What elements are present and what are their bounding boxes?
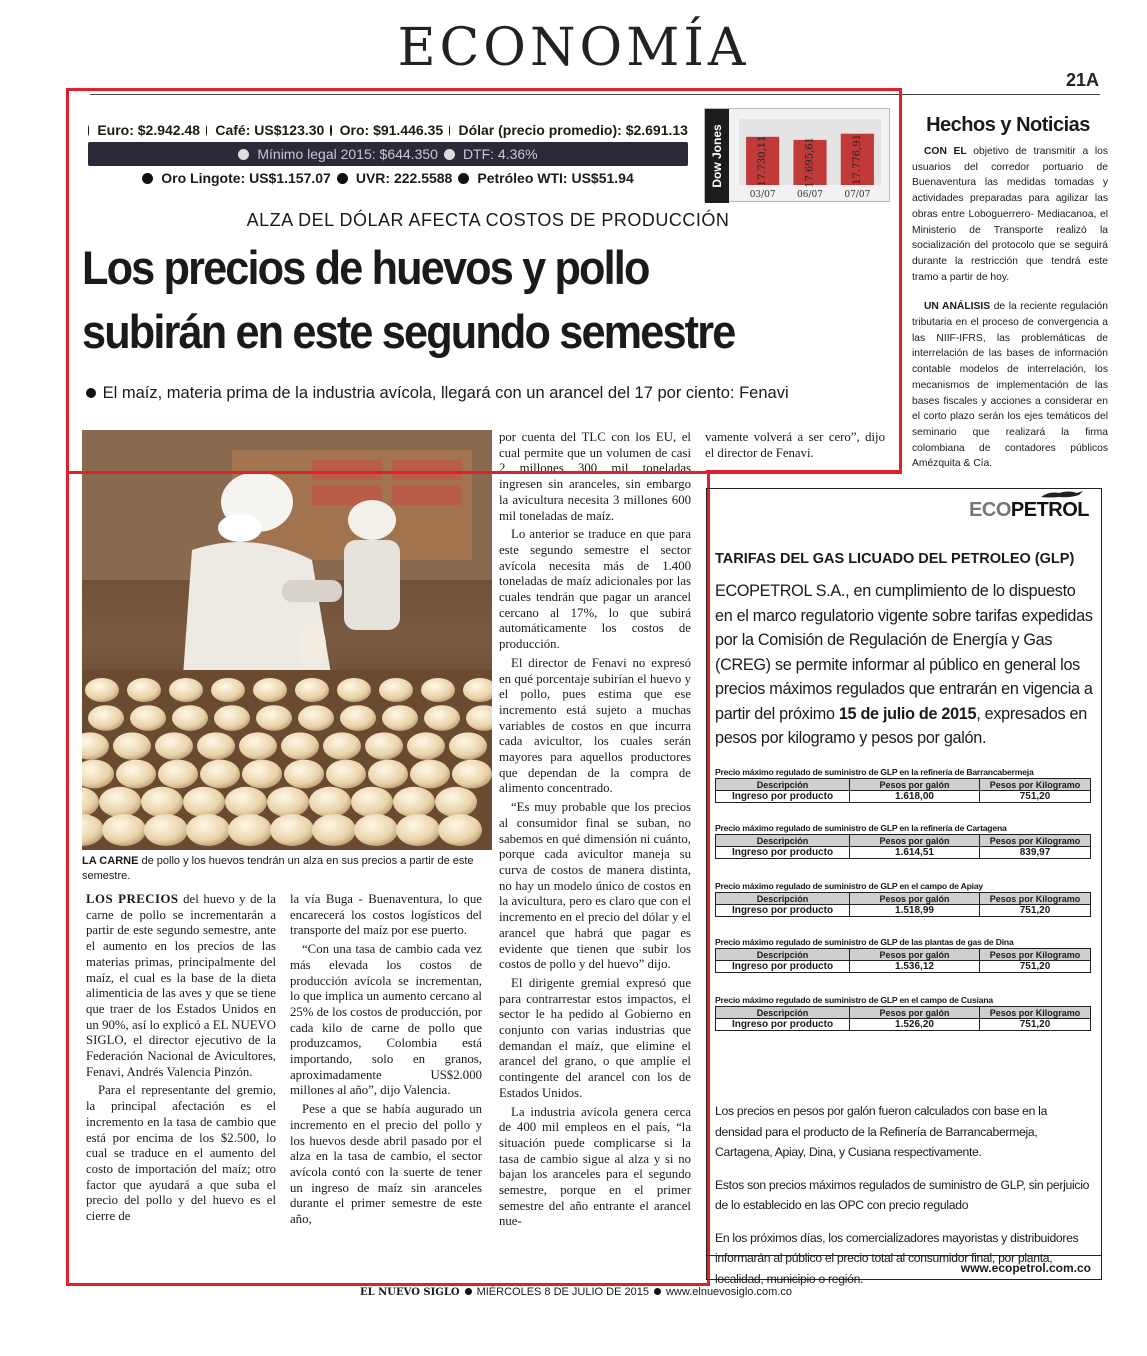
col-header: Pesos por Kilogramo	[980, 893, 1091, 905]
ad-title: TARIFAS DEL GAS LICUADO DEL PETROLEO (GLP)	[715, 551, 1075, 567]
cell-description: Ingreso por producto	[716, 1019, 850, 1031]
price-table-title: Precio máximo regulado de suministro de GLP en el campo de Cusiana	[715, 995, 993, 1005]
chart-tick-label: 07/07	[844, 190, 871, 200]
bullet-icon	[88, 125, 89, 136]
bullet-icon	[444, 149, 455, 160]
col-header: Pesos por galón	[850, 779, 980, 791]
headline-line-2: subirán en este segundo semestre	[82, 305, 735, 358]
paragraph: La industria avícola genera cerca de 400 mil empleos en el país, “la situación puede complicarse si la tasa de cambio sigue al alza y si no bajan los aranceles para el segundo semestre, porque en el primer semestre del año entrante el arancel nue-	[499, 1104, 691, 1229]
bullet-icon	[458, 173, 469, 184]
iguana-icon	[1039, 489, 1085, 499]
chart-data-label: 17.730,11	[757, 135, 769, 187]
col-header: Pesos por galón	[850, 835, 980, 847]
paragraph: Pese a que se había augurado un incremento en el precio del pollo y los huevos desde abril pasado por el alza en la tasa de cambio, el sector avícola contó con la suerte de tener un ingreso de maíz sin aranceles durante el primer semestre de este año,	[290, 1102, 482, 1227]
price-table	[715, 1006, 1091, 1031]
article-column-1	[86, 892, 276, 1228]
article-subhead: El maíz, materia prima de la industria avícola, llegará con un arancel del 17 por ciento: Fenavi	[86, 384, 886, 403]
article-photo	[82, 430, 492, 850]
table-row	[716, 847, 1091, 859]
paragraph: Lo anterior se traduce en que para este segundo semestre el sector avícola necesita más de 1.400 toneladas de maíz adicionales por las cuales tendrán que pagar un arancel cercano al 17%, lo que subirá automáticamente los costos de producción.	[499, 527, 691, 652]
ticker-cafe: Café: US$123.30	[215, 122, 325, 138]
bullet-icon	[465, 1288, 472, 1295]
bullet-icon	[206, 125, 207, 136]
ticker-dolar: Dólar (precio promedio): $2.691.13	[458, 122, 688, 138]
ad-intro: ECOPETROL S.A., en cumplimiento de lo dispuesto en el marco regulatorio vigente sobre tarifas expedidas por la Comisión de Regulación de Energía y Gas (CREG) se permite informar al público en general los precios máximos regulados que entrarán en vigencia a partir del próximo 15 de julio de 2015, expresados en pesos por kilogramo y pesos por galón.	[715, 582, 1093, 747]
market-ticker	[88, 118, 688, 190]
chart-data-label: 17.776,91	[851, 133, 863, 185]
price-table-block	[715, 767, 1095, 803]
bullet-icon	[654, 1288, 661, 1295]
paragraph: LOS PRECIOS del huevo y de la carne de pollo se incrementarán a partir de este segundo semestre, ante el aumento en los precios de las materias primas, principalmente del maíz, el cual es la base de la dieta alimenticia de las aves y que se tiene que traer de los Estados Unidos en un 90%, así lo explicó a EL NUEVO SIGLO, el director ejecutivo de la Federación Nacional de Avicultores, Fenavi, Andrés Valencia Pinzón.	[86, 892, 276, 1079]
footer-site: www.elnuevosiglo.com.co	[665, 1286, 792, 1298]
cell-price-kg: 751,20	[980, 961, 1091, 973]
article-kicker: ALZA DEL DÓLAR AFECTA COSTOS DE PRODUCCIÓN	[246, 210, 730, 230]
ticker-row-3	[88, 166, 688, 190]
col-header: Pesos por Kilogramo	[980, 1007, 1091, 1019]
price-table	[715, 778, 1091, 803]
chart-tick-label: 06/07	[797, 190, 823, 200]
ticker-minimo: Mínimo legal 2015: $644.350	[257, 146, 438, 162]
price-table-block	[715, 823, 1095, 859]
chart-tick-label: 03/07	[749, 190, 776, 200]
cell-price-kg: 751,20	[980, 791, 1091, 803]
price-table	[715, 834, 1091, 859]
paragraph: El director de Fenavi no expresó en qué porcentaje subirían el huevo y el pollo, pues estima que ese incremento está sujeto a muchas variables de costos en que incurra cada avicultor, los cuales serán mayores para aquellos productores que dependan de la compra de alimento concentrado.	[499, 655, 691, 796]
ticker-oro: Oro: $91.446.35	[339, 122, 444, 138]
paragraph: vamente volverá a ser cero”, dijo el director de Fenavi.	[705, 430, 885, 460]
price-table-block	[715, 881, 1095, 917]
price-table	[715, 892, 1091, 917]
cell-price-kg: 751,20	[980, 1019, 1091, 1031]
cell-description: Ingreso por producto	[716, 847, 850, 859]
highlight-frame-join	[706, 470, 902, 473]
col-header: Descripción	[716, 779, 850, 791]
dow-jones-chart	[704, 108, 890, 202]
bullet-icon	[86, 388, 96, 398]
col-header: Pesos por galón	[850, 949, 980, 961]
col-header: Pesos por Kilogramo	[980, 835, 1091, 847]
ad-note: Los precios en pesos por galón fueron calculados con base en la densidad para el producto de la Refinería de Barrancabermeja, Cartagena, Apiay, Dina, y Cusiana respectivamente.	[715, 1104, 1048, 1159]
table-row	[716, 1019, 1091, 1031]
col-header: Descripción	[716, 949, 850, 961]
ticker-euro: Euro: $2.942.48	[97, 122, 201, 138]
paragraph: “Es muy probable que los precios al consumidor final se suban, no sabemos en qué dimensión ni cuánto, porque cada avicultor maneja su curva de costos de manera distinta, no hay un modelo único de costos en la avicultura, pero es claro que con el incremento en el precio del dólar y el arancel que habrá que pagar es evidente que tienen que subir los costos de pollo y del huevo” dijo.	[499, 800, 691, 972]
price-table-title: Precio máximo regulado de suministro de GLP en la refinería de Cartagena	[715, 823, 1007, 833]
col-header: Descripción	[716, 835, 850, 847]
ecopetrol-logo: ECOPETROL	[969, 499, 1089, 522]
chart-title: Dow Jones	[705, 109, 729, 203]
cell-price-gallon: 1.618,00	[850, 791, 980, 803]
ticker-uvr: UVR: 222.5588	[355, 170, 453, 186]
article-headline	[82, 236, 836, 364]
col-header: Pesos por galón	[850, 893, 980, 905]
ad-note: En los próximos días, los comercializadores mayoristas y distribuidores informarán al público el precio total al consumidor final, por planta, localidad, municipio o región.	[715, 1230, 1079, 1286]
price-table-title: Precio máximo regulado de suministro de GLP de las plantas de gas de Dina	[715, 937, 1014, 947]
section-title: ECONOMÍA	[397, 18, 750, 78]
price-table-block	[715, 937, 1095, 973]
ad-url: www.ecopetrol.com.co	[707, 1255, 1101, 1279]
chart-plot	[731, 111, 889, 201]
cell-description: Ingreso por producto	[716, 961, 850, 973]
news-brief-item: CON EL objetivo de transmitir a los usuarios del corredor portuario de Buenaventura las medidas tomadas y actividades preparadas para agilizar las obras entre Loboguerrero- Mediacanoa, el Ministerio de Transporte realizó la socialización del protocolo que se seguirá durante la restricción que tendrá este tramo a partir de hoy.	[912, 146, 1108, 283]
news-brief-body	[912, 144, 1108, 486]
col-header: Pesos por Kilogramo	[980, 779, 1091, 791]
chart-data-label: 17.695,61	[804, 136, 816, 188]
article-column-2	[290, 892, 482, 1231]
table-row	[716, 791, 1091, 803]
ticker-oro-lingote: Oro Lingote: US$1.157.07	[161, 170, 331, 186]
news-brief-title: Hechos y Noticias	[926, 114, 1090, 136]
news-brief-item: UN ANÁLISIS de la reciente regulación tributaria en el proceso de convergencia a las NIIF-IFRS, las problemáticas de interrelación de las bases de información contable modelos de interrelación, los mecanismos de implementación de las bases fiscales y acciones a considerar en el corto plazo serán los ejes temáticos del seminario que realizará la firma colombiana de contadores públicos Amézquita & Cía.	[912, 301, 1109, 470]
ecopetrol-ad	[706, 488, 1102, 1286]
bullet-icon	[449, 125, 450, 136]
paragraph: “Con una tasa de cambio cada vez más elevada los costos de producción avícola se incrementan, lo que implica un aumento cercano al 25% de los costos de producción, por cada kilo de carne de pollo que produzcamos, Colombia está importando, solo en granos, aproximadamente US$2.000 millones al año”, dijo Valencia.	[290, 942, 482, 1098]
ad-note: Estos son precios máximos regulados de suministro de GLP, sin perjuicio de lo establecido en las OPC con precio regulado	[715, 1177, 1090, 1212]
bullet-icon	[330, 125, 331, 136]
cell-price-kg: 751,20	[980, 905, 1091, 917]
footer-paper-name: EL NUEVO SIGLO	[360, 1287, 460, 1298]
cell-price-gallon: 1.526,20	[850, 1019, 980, 1031]
cell-description: Ingreso por producto	[716, 905, 850, 917]
bullet-icon	[238, 149, 249, 160]
cell-price-gallon: 1.518,99	[850, 905, 980, 917]
cell-description: Ingreso por producto	[716, 791, 850, 803]
page-number: 21A	[1065, 70, 1099, 90]
cell-price-kg: 839,97	[980, 847, 1091, 859]
cell-price-gallon: 1.536,12	[850, 961, 980, 973]
price-table-title: Precio máximo regulado de suministro de GLP en la refinería de Barrancabermeja	[715, 767, 1034, 777]
price-table-block	[715, 995, 1095, 1031]
bullet-icon	[337, 173, 348, 184]
price-table	[715, 948, 1091, 973]
col-header: Pesos por Kilogramo	[980, 949, 1091, 961]
paragraph: la vía Buga - Buenaventura, lo que encarecerá los costos logísticos del transporte del maíz por ese puerto.	[290, 892, 482, 938]
table-row	[716, 905, 1091, 917]
article-column-3	[499, 430, 691, 1233]
col-header: Descripción	[716, 1007, 850, 1019]
poultry-workers-photo	[82, 430, 492, 850]
cell-price-gallon: 1.614,51	[850, 847, 980, 859]
price-table-title: Precio máximo regulado de suministro de GLP en el campo de Apiay	[715, 881, 984, 891]
ticker-row-2	[88, 142, 688, 166]
col-header: Pesos por galón	[850, 1007, 980, 1019]
paragraph: El dirigente gremial expresó que para contrarrestar estos impactos, el sector le ha pedido al Gobierno en conjunto con varias industrias que demandan el maíz, que elimine el arancel del grano, o que amplíe el contingente del arancel con los de Estados Unidos.	[499, 975, 691, 1100]
bullet-icon	[142, 173, 153, 184]
page-footer	[360, 1286, 860, 1298]
photo-caption: LA CARNE de pollo y los huevos tendrán un alza en sus precios a partir de este semestre.	[82, 855, 474, 882]
headline-line-1: Los precios de huevos y pollo	[82, 241, 649, 294]
paragraph: por cuenta del TLC con los EU, el cual permite que un volumen de casi 2 millones 300 mil toneladas ingresen sin aranceles, sin embargo la avicultura necesita 3 millones 600 mil toneladas de maíz.	[499, 430, 691, 523]
ticker-row-1	[88, 118, 688, 142]
article-column-4	[705, 430, 885, 464]
footer-date: MIÉRCOLES 8 DE JULIO DE 2015	[476, 1286, 649, 1298]
ticker-dtf: DTF: 4.36%	[462, 146, 538, 162]
paragraph: Para el representante del gremio, la principal afectación es el incremento en la tasa de cambio que está por encima de los $2.500, lo cual se traduce en el aumento del costo de importación del maíz; otro factor que ayudará a que suba el precio del pollo y del huevo es el cierre de	[86, 1083, 276, 1224]
header-rule	[90, 94, 1100, 95]
table-row	[716, 961, 1091, 973]
ticker-wti: Petróleo WTI: US$51.94	[477, 170, 634, 186]
col-header: Descripción	[716, 893, 850, 905]
